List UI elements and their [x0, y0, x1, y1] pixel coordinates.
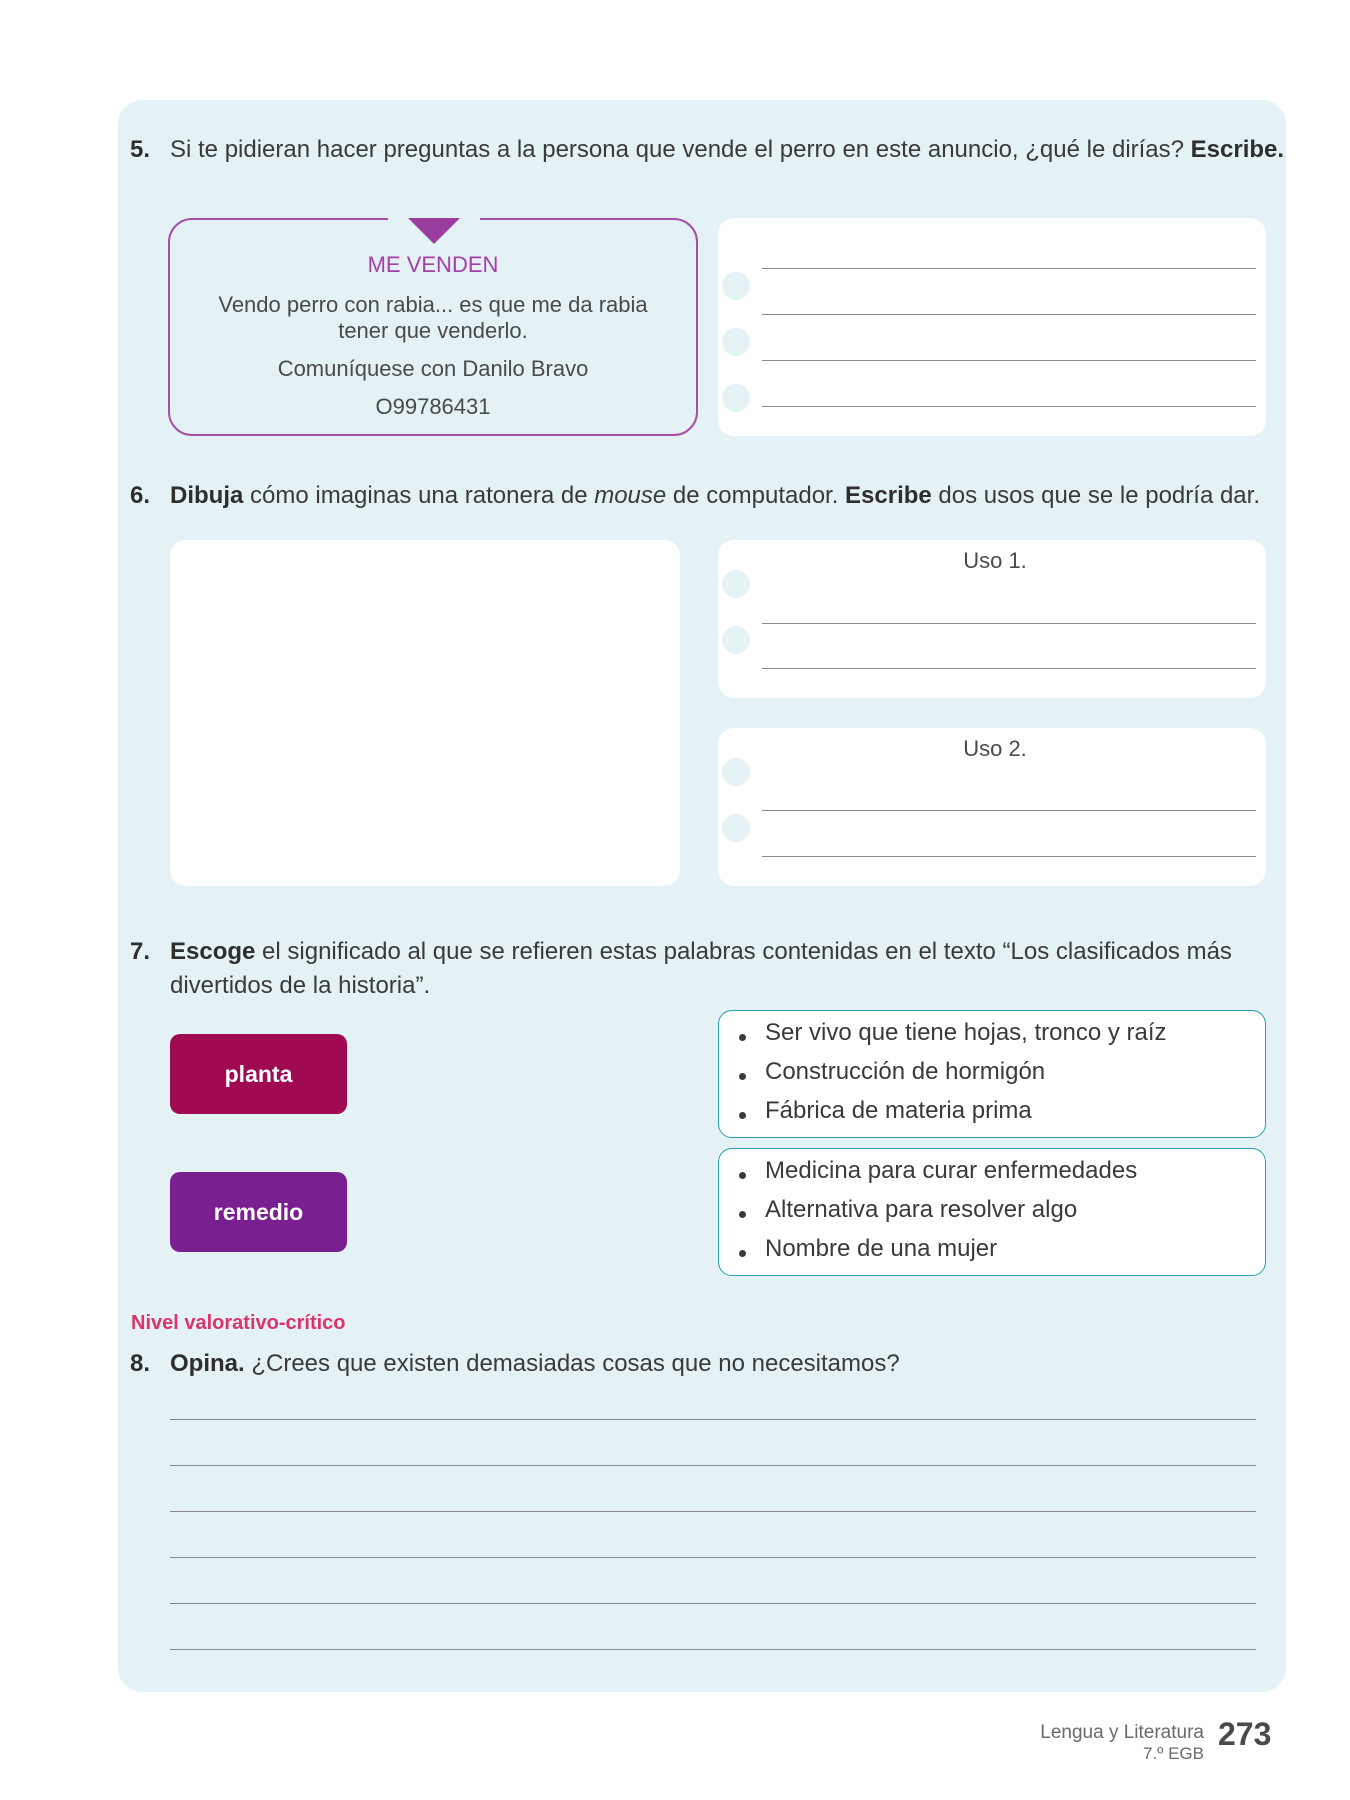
option-item[interactable]: Alternativa para resolver algo	[765, 1196, 1078, 1223]
question-5-text: Si te pidieran hacer preguntas a la persona que vende el perro en este anuncio, ¿qué le dirías?	[170, 136, 1191, 163]
ad-line-3: Comuníquese con Danilo Bravo	[277, 356, 589, 381]
question-5-instruction: Escribe.	[1190, 136, 1285, 163]
binding-hole-icon	[722, 814, 750, 842]
ad-line-1: Vendo perro con rabia... es que me da rabia	[218, 292, 648, 317]
binding-hole-icon	[722, 384, 750, 412]
binding-hole-icon	[722, 626, 750, 654]
page-number: 273	[1218, 1716, 1272, 1752]
options-planta	[718, 1010, 1266, 1138]
binding-hole-icon	[722, 570, 750, 598]
bullet-icon	[739, 1211, 746, 1218]
bullet-icon	[739, 1112, 746, 1119]
answer-box-q5[interactable]	[718, 218, 1266, 436]
ad-phone: O99786431	[375, 394, 491, 419]
binding-hole-icon	[722, 272, 750, 300]
option-item[interactable]: Construcción de hormigón	[765, 1058, 1046, 1085]
writing-line[interactable]	[762, 810, 1256, 811]
ad-line-2: tener que venderlo.	[338, 318, 528, 343]
bullet-icon	[739, 1172, 746, 1179]
option-item[interactable]: Ser vivo que tiene hojas, tronco y raíz	[765, 1019, 1167, 1046]
word-remedio: remedio	[170, 1172, 347, 1252]
question-7-number: 7.	[130, 938, 151, 965]
question-5-number: 5.	[130, 136, 151, 163]
option-item[interactable]: Medicina para curar enfermedades	[765, 1157, 1138, 1184]
writing-line[interactable]	[762, 668, 1256, 669]
question-6-number: 6.	[130, 482, 151, 509]
question-6: 6. Dibuja cómo imaginas una ratonera de mouse de computador. Escribe dos usos que se le podría dar.	[130, 482, 1260, 509]
word-planta: planta	[170, 1034, 347, 1114]
question-8: 8. Opina. ¿Crees que existen demasiadas cosas que no necesitamos?	[130, 1350, 900, 1377]
drawing-area[interactable]	[170, 540, 680, 886]
binding-hole-icon	[722, 328, 750, 356]
writing-line[interactable]	[762, 856, 1256, 857]
writing-line[interactable]	[762, 268, 1256, 269]
footer-grade: 7.º EGB	[1142, 1744, 1204, 1763]
footer-subject: Lengua y Literatura	[1040, 1722, 1204, 1743]
uso-2-label: Uso 2.	[963, 736, 1027, 761]
question-7-continued: divertidos de la historia”.	[170, 972, 431, 999]
question-5	[130, 136, 1284, 164]
question-7: 7. Escoge el significado al que se refieren estas palabras contenidas en el texto “Los clasificados más	[130, 938, 1232, 965]
question-8-number: 8.	[130, 1350, 151, 1377]
option-item[interactable]: Fábrica de materia prima	[765, 1097, 1032, 1124]
writing-line[interactable]	[762, 360, 1256, 361]
writing-line[interactable]	[170, 1557, 1256, 1558]
writing-line[interactable]	[170, 1465, 1256, 1466]
writing-line[interactable]	[170, 1649, 1256, 1650]
option-item[interactable]: Nombre de una mujer	[765, 1235, 998, 1262]
bullet-icon	[739, 1034, 746, 1041]
writing-line[interactable]	[170, 1603, 1256, 1604]
writing-line[interactable]	[762, 406, 1256, 407]
writing-line[interactable]	[762, 623, 1256, 624]
uso-1-label: Uso 1.	[963, 548, 1027, 573]
bullet-icon	[739, 1250, 746, 1257]
bullet-icon	[739, 1073, 746, 1080]
triangle-marker-icon	[408, 218, 460, 244]
ad-title: ME VENDEN	[367, 252, 499, 277]
binding-hole-icon	[722, 758, 750, 786]
writing-line[interactable]	[170, 1511, 1256, 1512]
level-heading: Nivel valorativo-crítico	[131, 1312, 346, 1334]
writing-line[interactable]	[762, 314, 1256, 315]
options-remedio	[718, 1148, 1266, 1276]
writing-line[interactable]	[170, 1419, 1256, 1420]
